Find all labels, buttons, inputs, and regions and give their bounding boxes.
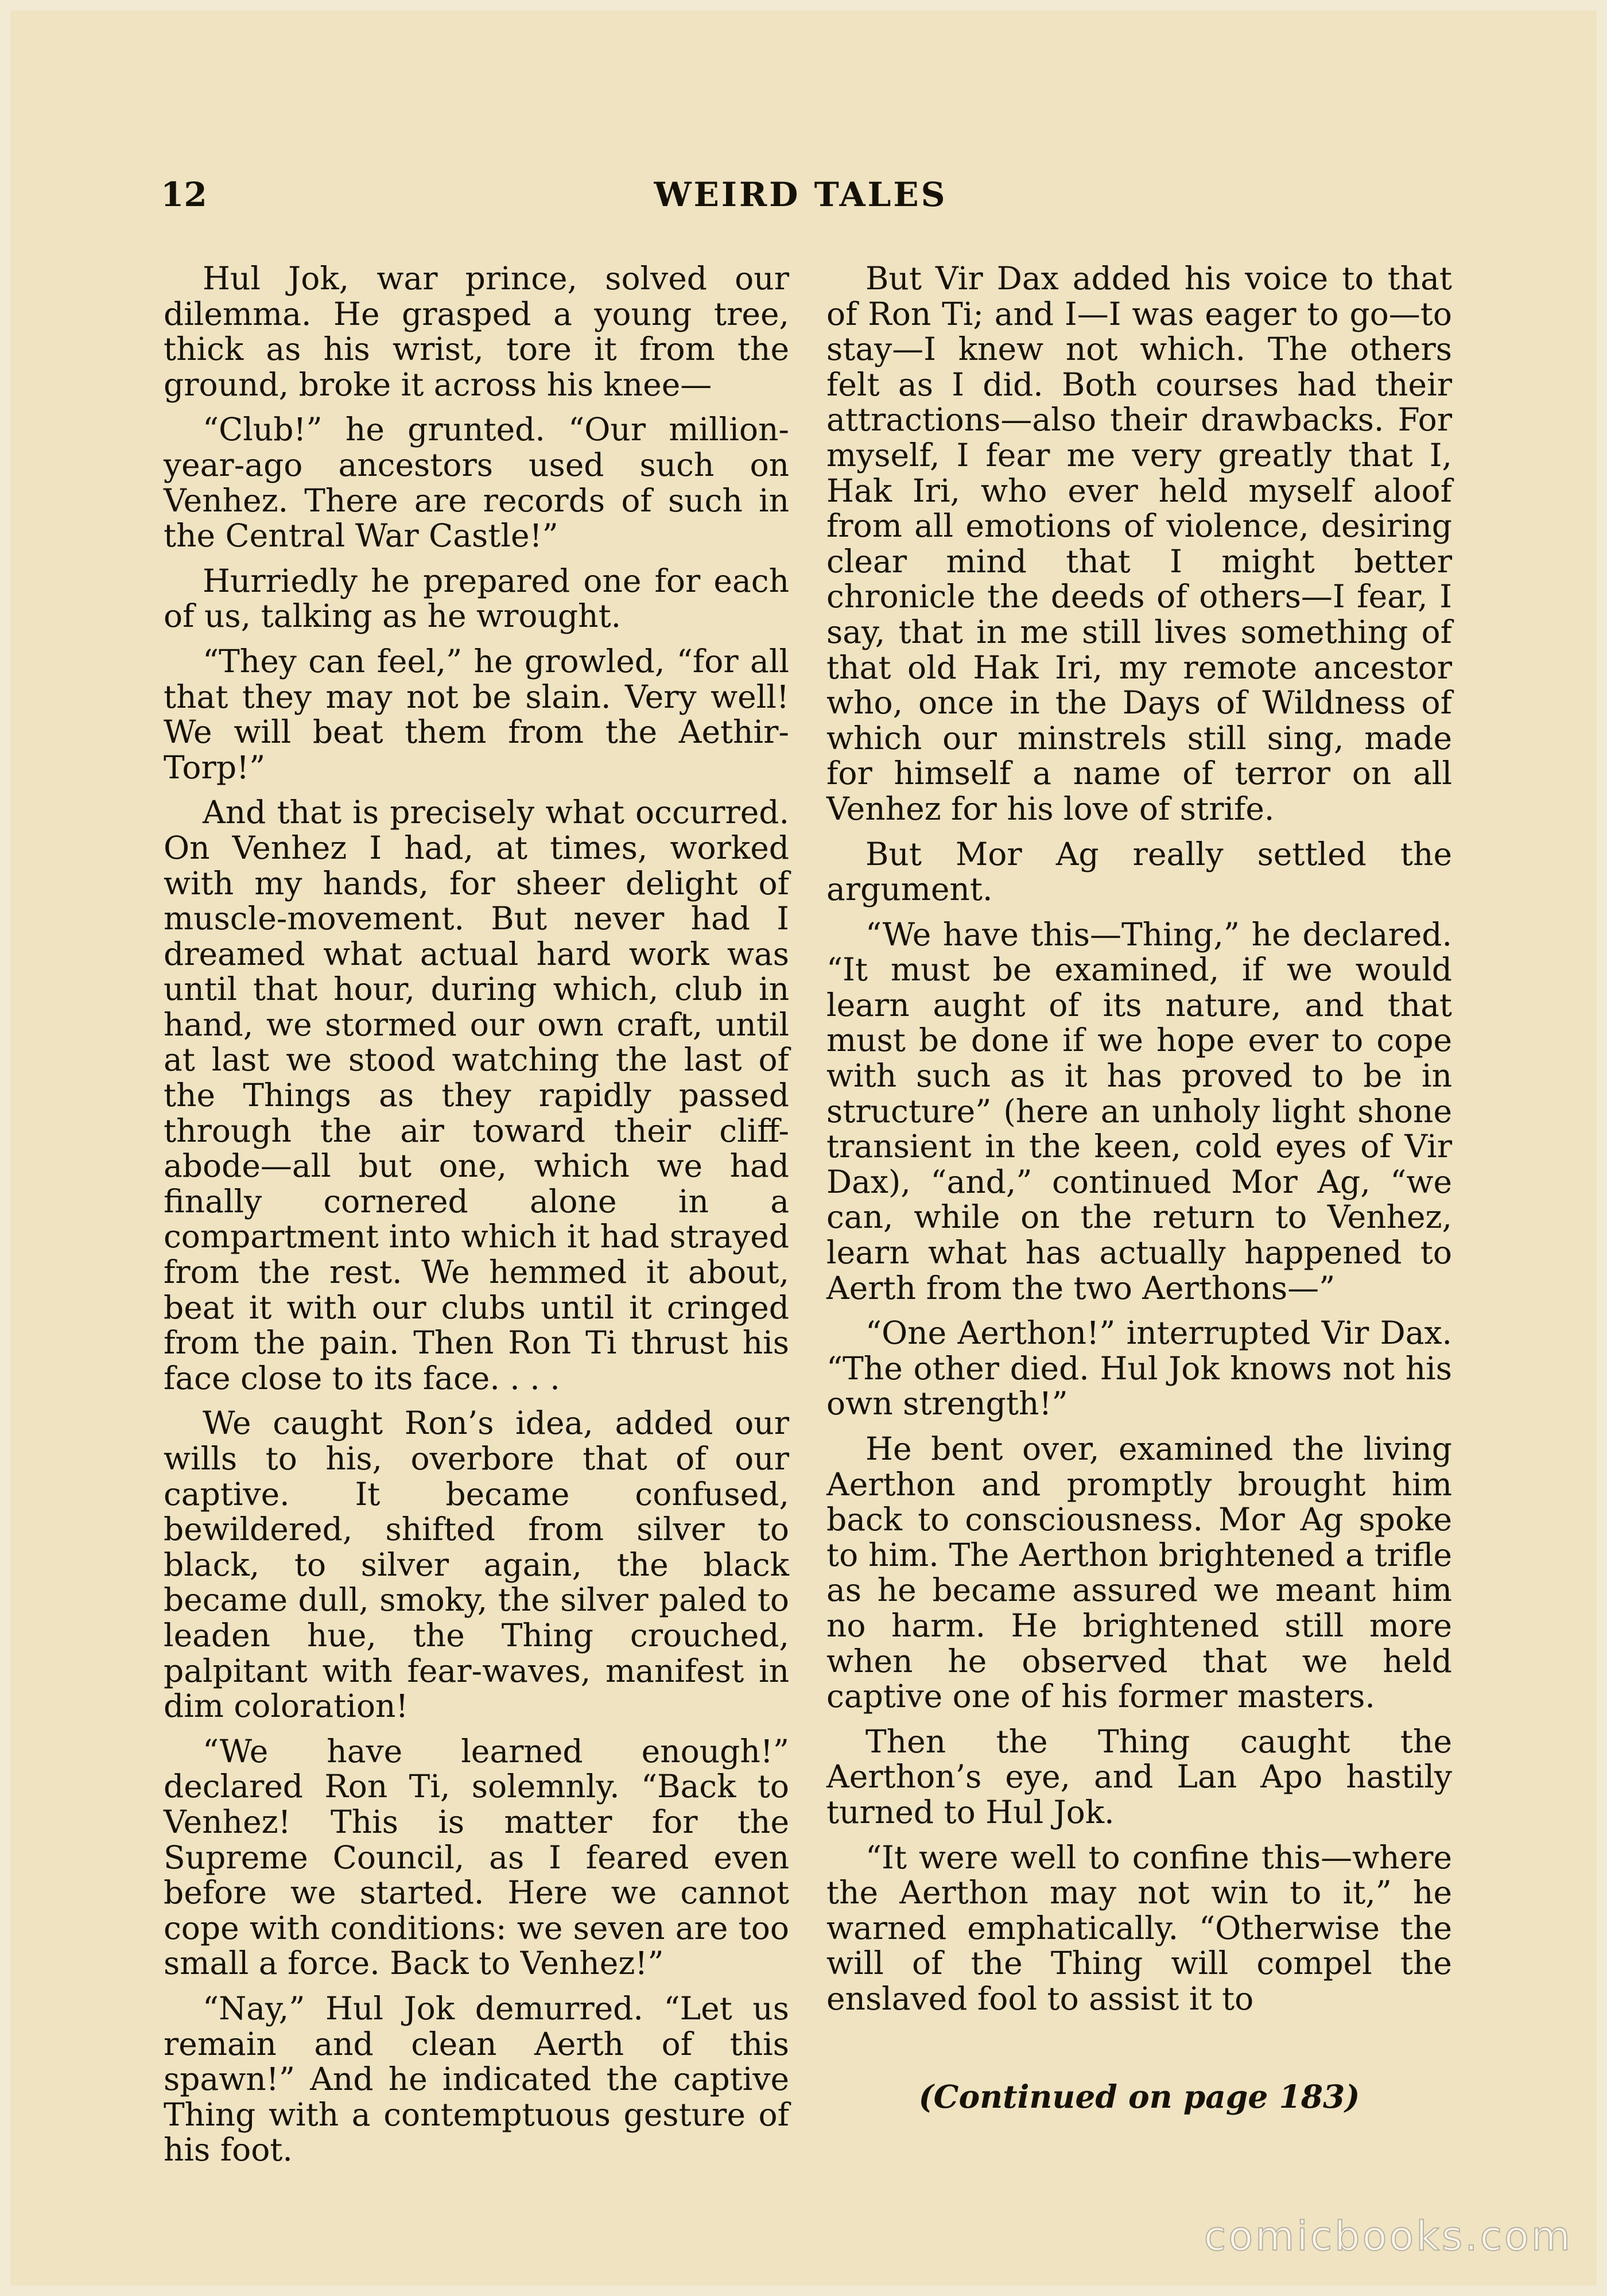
continued-note: (Continued on page 183) <box>918 2078 1360 2115</box>
paragraph: “One Aerthon!” interrupted Vir Dax. “The other died. Hul Jok knows not his own strength!” <box>826 1314 1452 1422</box>
paragraph: “It were well to confine this—where the Aerthon may not win to it,” he warned emphatically. “Otherwise the will of the Thing will compel the enslaved fool to assist it to <box>826 1839 1452 2017</box>
magazine-title: WEIRD TALES <box>654 175 948 214</box>
left-column <box>164 260 789 2169</box>
paragraph: We caught Ron’s idea, added our wills to his, overbore that of our captive. It became confused, bewildered, shifted from silver to black, to silver again, the black became dull, smoky, the silver paled to leaden hue, the Thing crouched, palpitant with fear-waves, manifest in dim coloration! <box>164 1405 789 1725</box>
paragraph: And that is precisely what occurred. On Venhez I had, at times, worked with my hands, for sheer delight of muscle-movement. But never had I dreamed what actual hard work was until that hour, during which, club in hand, we stormed our own craft, until at last we stood watching the last of the Things as they rapidly passed through the air toward their cliff-abode—all but one, which we had finally cornered alone in a compartment into which it had strayed from the rest. We hemmed it about, beat it with our clubs until it cringed from the pain. Then Ron Ti thrust his face close to its face. . . . <box>164 794 789 1397</box>
paragraph: “They can feel,” he growled, “for all that they may not be slain. Very well! We will beat them from the Aethir-Torp!” <box>164 642 789 786</box>
paragraph: “We have this—Thing,” he declared. “It must be examined, if we would learn aught of its nature, and that must be done if we hope ever to cope with such as it has proved to be in structure” (here an unholy light shone transient in the keen, cold eyes of Vir Dax), “and,” continued Mor Ag, “we can, while on the return to Venhez, learn what has actually happened to Aerth from the two Aerthons—” <box>826 916 1452 1306</box>
paragraph: But Mor Ag really settled the argument. <box>826 835 1452 908</box>
paragraph: “We have learned enough!” declared Ron Ti, solemnly. “Back to Venhez! This is matter for the Supreme Council, as I feared even before we started. Here we cannot cope with conditions: we seven are too small a force. Back to Venhez!” <box>164 1732 789 1982</box>
page-number: 12 <box>161 175 207 214</box>
paragraph: But Vir Dax added his voice to that of Ron Ti; and I—I was eager to go—to stay—I knew not which. The others felt as I did. Both courses had their attractions—also their drawbacks. For myself, I fear me very greatly that I, Hak Iri, who ever held myself aloof from all emotions of violence, desiring clear mind that I might better chronicle the deeds of others—I fear, I say, that in me still lives something of that old Hak Iri, my remote ancestor who, once in the Days of Wildness of which our minstrels still sing, made for himself a name of terror on all Venhez for his love of strife. <box>826 260 1452 827</box>
paragraph: Hurriedly he prepared one for each of us, talking as he wrought. <box>164 562 789 635</box>
watermark: comicbooks.com <box>1204 2213 1573 2260</box>
running-head <box>161 175 1441 221</box>
right-column <box>826 261 1452 2150</box>
paragraph: Then the Thing caught the Aerthon’s eye, and Lan Apo hastily turned to Hul Jok. <box>826 1723 1452 1830</box>
paragraph: Hul Jok, war prince, solved our dilemma. He grasped a young tree, thick as his wrist, tore it from the ground, broke it across his knee— <box>164 260 789 403</box>
paragraph: “Club!” he grunted. “Our million-year-ago ancestors used such on Venhez. There are records of such in the Central War Castle!” <box>164 411 789 554</box>
paragraph: He bent over, examined the living Aerthon and promptly brought him back to consciousness. Mor Ag spoke to him. The Aerthon brightened a trifle as he became assured we meant him no harm. He brightened still more when he observed that we held captive one of his former masters. <box>826 1430 1452 1715</box>
paragraph: “Nay,” Hul Jok demurred. “Let us remain and clean Aerth of this spawn!” And he indicated the captive Thing with a contemptuous gesture of his foot. <box>164 1989 789 2169</box>
